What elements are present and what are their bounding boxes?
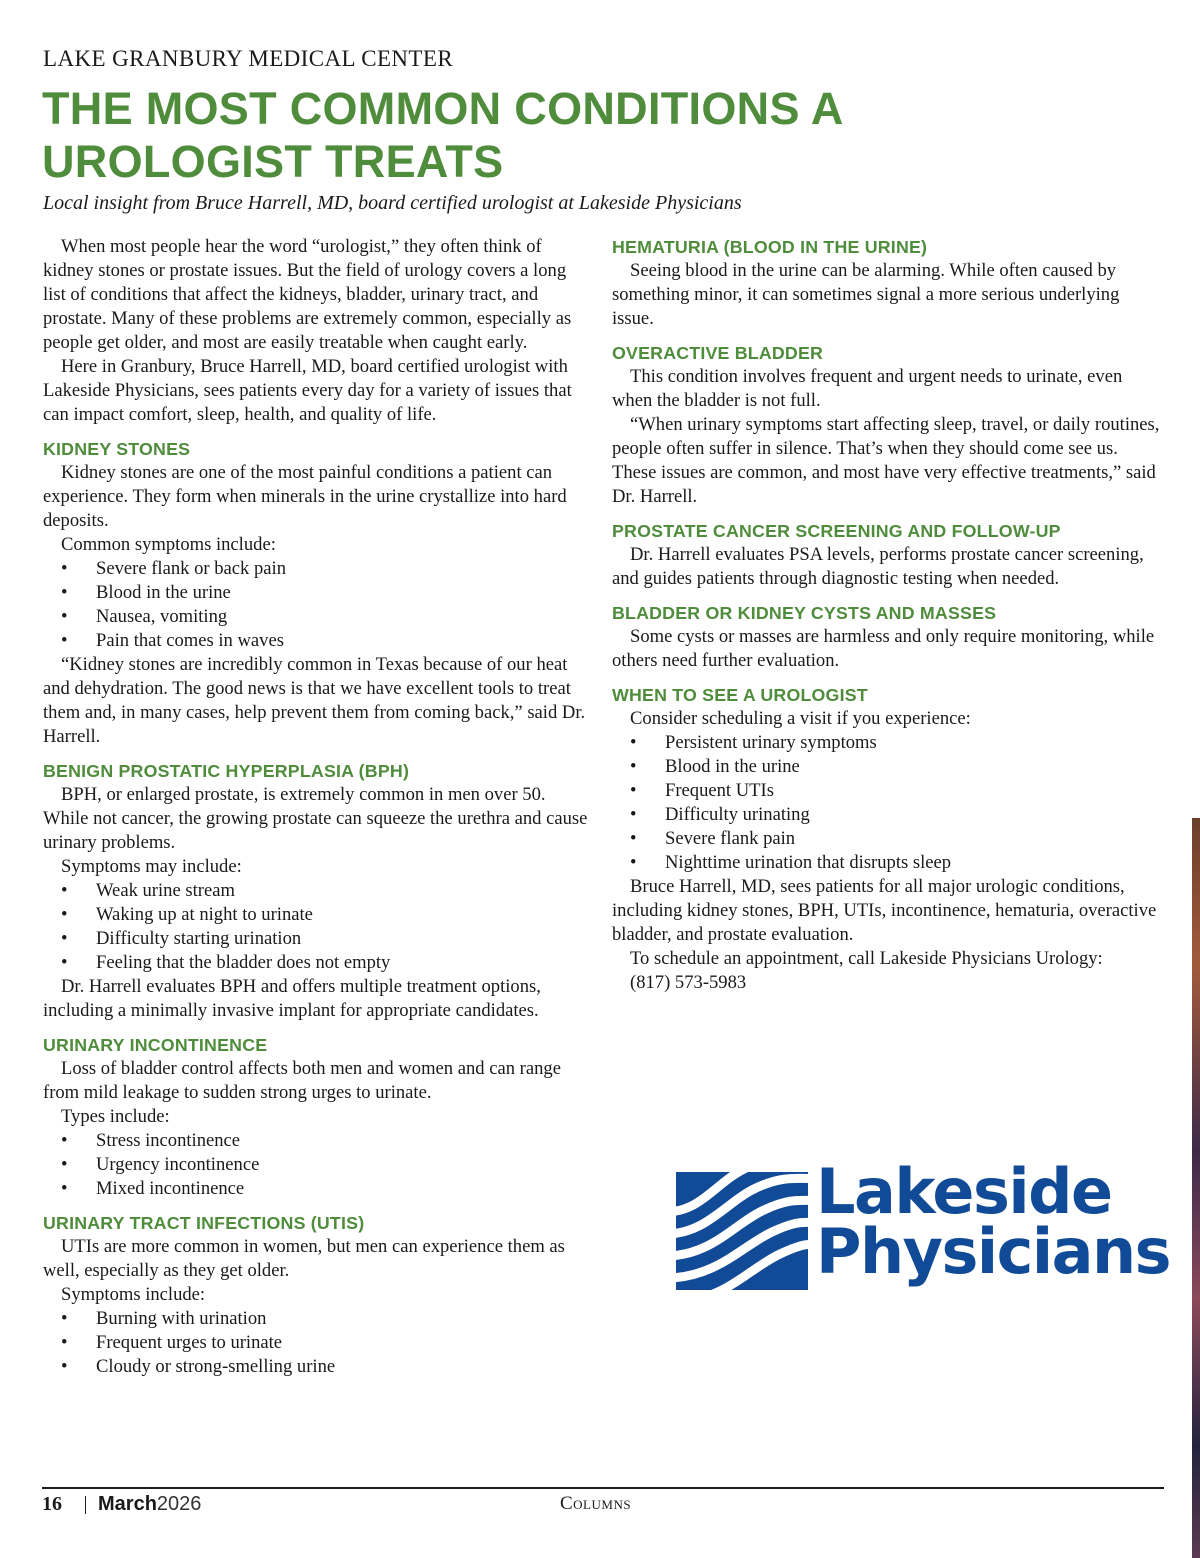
list-item: • Mixed incontinence	[61, 1178, 245, 1199]
logo-wordmark: Lakeside Physicians	[816, 1155, 1171, 1288]
bullet-icon: •	[61, 1130, 68, 1151]
article-subtitle: Local insight from Bruce Harrell, MD, board certified urologist at Lakeside Physicians	[43, 192, 742, 214]
bullet-icon: •	[630, 780, 637, 801]
list-item: • Nausea, vomiting	[61, 606, 228, 627]
list-item: • Cloudy or strong-smelling urine	[61, 1356, 336, 1377]
quote-paragraph: “Kidney stones are incredibly common in Texas because of our heat and dehydration. The good news is that we have excellent tools to treat them and, in many cases, help prevent them from coming back,” said Dr. Harrell.	[43, 654, 586, 747]
page-number: 16	[42, 1493, 62, 1515]
list-item: • Blood in the urine	[61, 582, 231, 603]
heading-uti: URINARY TRACT INFECTIONS (UTIS)	[43, 1213, 365, 1233]
reasons-list	[612, 731, 1164, 875]
left-column	[43, 235, 591, 1379]
footer-divider	[42, 1487, 1164, 1489]
magazine-name: Columns	[560, 1493, 632, 1514]
body-paragraph: Loss of bladder control affects both men and women and can range from mild leakage to sudden strong urges to urinate.	[43, 1058, 561, 1103]
list-item: • Frequent UTIs	[630, 780, 774, 801]
bullet-icon: •	[61, 952, 68, 973]
body-paragraph: Kidney stones are one of the most painful conditions a patient can experience. They form when minerals in the urine crystallize into hard deposits.	[43, 462, 567, 531]
heading-kidney-stones: KIDNEY STONES	[43, 439, 191, 459]
body-paragraph: UTIs are more common in women, but men can experience them as well, especially as they get older.	[43, 1236, 565, 1281]
body-paragraph: Dr. Harrell evaluates PSA levels, performs prostate cancer screening, and guides patients through diagnostic testing when needed.	[612, 544, 1144, 589]
bullet-icon: •	[630, 828, 637, 849]
list-intro: Symptoms include:	[61, 1284, 206, 1305]
list-intro: Types include:	[61, 1106, 170, 1127]
list-item: • Severe flank or back pain	[61, 558, 286, 579]
symptom-list	[43, 1307, 591, 1379]
bullet-icon: •	[61, 880, 68, 901]
list-item: • Urgency incontinence	[61, 1154, 260, 1175]
heading-when-to-see: WHEN TO SEE A UROLOGIST	[612, 685, 868, 705]
right-column	[612, 235, 1164, 995]
issue-date: March2026	[98, 1493, 202, 1515]
type-list	[43, 1129, 591, 1201]
phone-number: (817) 573-5983	[630, 972, 747, 993]
body-paragraph: BPH, or enlarged prostate, is extremely common in men over 50. While not cancer, the growing prostate can squeeze the urethra and cause urinary problems.	[43, 784, 588, 853]
section-kicker: LAKE GRANBURY MEDICAL CENTER	[43, 46, 454, 71]
body-paragraph: Some cysts or masses are harmless and only require monitoring, while others need further evaluation.	[612, 626, 1155, 671]
bullet-icon: •	[61, 1178, 68, 1199]
bullet-icon: •	[630, 756, 637, 777]
footer-separator	[85, 1496, 86, 1514]
list-intro: Symptoms may include:	[61, 856, 242, 877]
bullet-icon: •	[61, 582, 68, 603]
list-item: • Burning with urination	[61, 1308, 267, 1329]
bullet-icon: •	[61, 606, 68, 627]
bullet-icon: •	[61, 630, 68, 651]
intro-paragraph: Here in Granbury, Bruce Harrell, MD, board certified urologist with Lakeside Physicians, sees patients every day for a variety of issues that can impact comfort, sleep, health, and quality of life.	[43, 356, 572, 425]
list-item: • Blood in the urine	[630, 756, 800, 777]
article-title: THE MOST COMMON CONDITIONS A UROLOGIST TREATS	[42, 83, 843, 187]
wave-stripes-icon	[676, 1172, 808, 1290]
list-intro: Consider scheduling a visit if you experience:	[630, 708, 971, 729]
body-paragraph: Dr. Harrell evaluates BPH and offers multiple treatment options, including a minimally invasive implant for appropriate candidates.	[43, 976, 541, 1021]
bullet-icon: •	[61, 558, 68, 579]
intro-paragraph: When most people hear the word “urologist,” they often think of kidney stones or prostate issues. But the field of urology covers a long list of conditions that affect the kidneys, bladder, urinary tract, and prostate. Many of these problems are extremely common, especially as people get older, and most are easily treatable when caught early.	[43, 236, 572, 353]
body-paragraph: Seeing blood in the urine can be alarming. While often caused by something minor, it can sometimes signal a more serious underlying issue.	[612, 260, 1120, 329]
bullet-icon: •	[61, 928, 68, 949]
bullet-icon: •	[61, 904, 68, 925]
list-item: • Nighttime urination that disrupts sleep	[630, 852, 952, 873]
heading-prostate-screening: PROSTATE CANCER SCREENING AND FOLLOW-UP	[612, 521, 1061, 541]
lakeside-physicians-logo	[676, 1155, 1171, 1320]
body-paragraph: To schedule an appointment, call Lakeside Physicians Urology:	[630, 948, 1103, 969]
bullet-icon: •	[630, 732, 637, 753]
list-item: • Waking up at night to urinate	[61, 904, 313, 925]
list-item: • Stress incontinence	[61, 1130, 241, 1151]
bullet-icon: •	[61, 1332, 68, 1353]
quote-paragraph: “When urinary symptoms start affecting sleep, travel, or daily routines, people often suffer in silence. That’s when they should come see us. These issues are common, and most have very effective treatments,” said Dr. Harrell.	[612, 414, 1160, 507]
list-item: • Feeling that the bladder does not empty	[61, 952, 391, 973]
list-item: • Difficulty urinating	[630, 804, 810, 825]
heading-cysts-masses: BLADDER OR KIDNEY CYSTS AND MASSES	[612, 603, 997, 623]
bullet-icon: •	[630, 804, 637, 825]
symptom-list	[43, 879, 591, 975]
list-item: • Pain that comes in waves	[61, 630, 284, 651]
body-paragraph: Bruce Harrell, MD, sees patients for all major urologic conditions, including kidney stones, BPH, UTIs, incontinence, hematuria, overactive bladder, and prostate evaluation.	[612, 876, 1157, 945]
list-item: • Frequent urges to urinate	[61, 1332, 283, 1353]
symptom-list	[43, 557, 591, 653]
body-paragraph: This condition involves frequent and urgent needs to urinate, even when the bladder is not full.	[612, 366, 1123, 411]
list-item: • Weak urine stream	[61, 880, 235, 901]
list-intro: Common symptoms include:	[61, 534, 276, 555]
list-item: • Severe flank pain	[630, 828, 796, 849]
list-item: • Persistent urinary symptoms	[630, 732, 877, 753]
bullet-icon: •	[61, 1356, 68, 1377]
heading-bph: BENIGN PROSTATIC HYPERPLASIA (BPH)	[43, 761, 410, 781]
list-item: • Difficulty starting urination	[61, 928, 302, 949]
heading-incontinence: URINARY INCONTINENCE	[43, 1035, 268, 1055]
heading-hematuria: HEMATURIA (BLOOD IN THE URINE)	[612, 237, 928, 257]
adjacent-page-edge	[1192, 818, 1200, 1558]
bullet-icon: •	[630, 852, 637, 873]
bullet-icon: •	[61, 1308, 68, 1329]
heading-overactive-bladder: OVERACTIVE BLADDER	[612, 343, 824, 363]
bullet-icon: •	[61, 1154, 68, 1175]
